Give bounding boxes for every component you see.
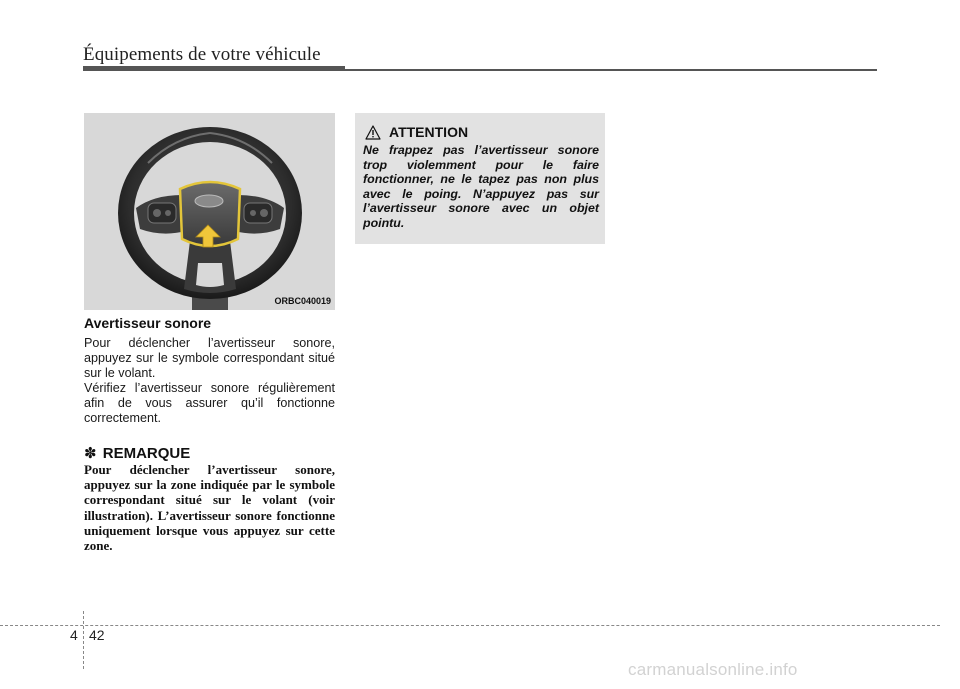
caution-title-label: ATTENTION xyxy=(389,124,469,140)
footer-rule xyxy=(0,625,940,626)
note-heading xyxy=(84,444,190,462)
page-number: 42 xyxy=(89,627,105,643)
caution-text: Ne frappez pas l’avertisseur sonore trop violemment pour le faire fonctionner, ne le tapez pas non plus avec le poing. N’appuyez pas sur l’avertisseur sonore avec un objet pointu. xyxy=(363,143,599,230)
caution-box xyxy=(355,113,605,244)
warning-triangle-icon xyxy=(365,125,381,140)
header-rule-thin xyxy=(345,69,877,71)
steering-wheel-figure xyxy=(84,113,335,310)
page-header-title: Équipements de votre véhicule xyxy=(83,44,321,65)
footer-vertical-rule xyxy=(83,611,84,669)
horn-paragraph-1: Pour déclencher l’avertisseur sonore, appuyez sur le symbole correspondant situé sur le volant. xyxy=(84,336,335,380)
note-heading-label: REMARQUE xyxy=(102,445,191,462)
page-section-number: 4 xyxy=(70,627,78,643)
horn-paragraph-2: Vérifiez l’avertisseur sonore régulièrement afin de vous assurer qu’il fonctionne correctement. xyxy=(84,381,335,425)
horn-heading: Avertisseur sonore xyxy=(84,315,212,331)
header-rule-thick xyxy=(83,66,345,71)
note-star-icon: ✽ xyxy=(84,445,97,462)
steering-wheel-illustration xyxy=(84,113,335,310)
note-text: Pour déclencher l’avertisseur sonore, appuyez sur la zone indiquée par le symbole correspondant situé sur le volant (voir illustration). L’avertisseur sonore fonctionne uniquement lorsque vous appuyez sur cette zone. xyxy=(84,462,335,554)
watermark: carmanualsonline.info xyxy=(628,660,798,679)
caution-title xyxy=(365,123,468,141)
figure-code: ORBC040019 xyxy=(274,296,331,306)
